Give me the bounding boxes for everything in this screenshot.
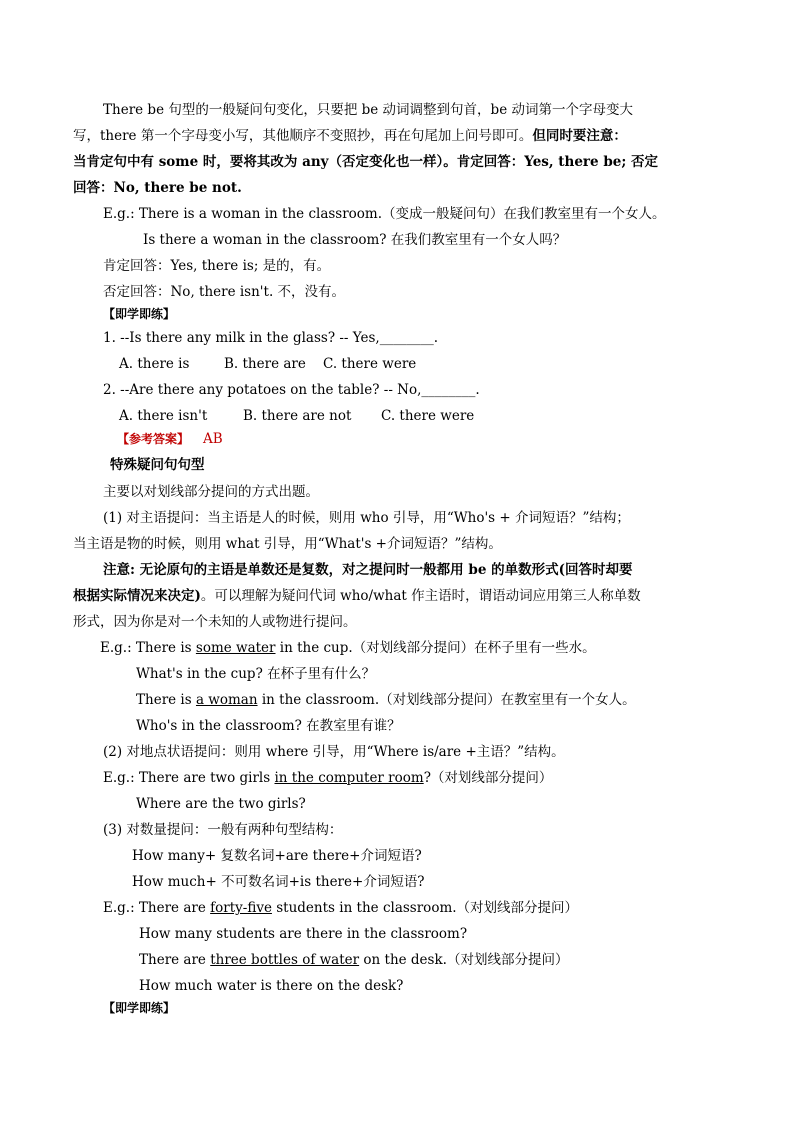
example-subject-2 — [136, 691, 636, 709]
underlined-part: some water — [195, 640, 276, 656]
sentence-start: There are — [139, 952, 211, 968]
practice2-header: 【即学即练】 — [103, 1001, 176, 1015]
point-1-line-1: (1) 对主语提问：当主语是人的时候，则用 who 引导，用“Who's + 介词短语？”结构； — [103, 510, 630, 526]
note-line-3: 形式，因为你是对一个未知的人或物进行提问。 — [73, 614, 357, 630]
sentence-start: E.g.: There are two girls — [103, 770, 275, 786]
option-a: A. there is — [119, 356, 190, 372]
option-b: B. there are not — [243, 408, 352, 424]
sentence-end: in the classroom.（对划线部分提问）在教室里有一个女人。 — [257, 692, 636, 708]
example-quantity-2 — [139, 951, 568, 969]
intro-line-2-text: 写，there 第一个字母变小写，其他顺序不变照抄，再在句尾加上问号即可。 — [73, 128, 533, 144]
sentence-start: E.g.: There are — [103, 900, 211, 916]
answer-label: 【参考答案】 — [117, 432, 190, 446]
example1-question: Is there a woman in the classroom? 在我们教室里有一个女人吗？ — [143, 232, 567, 248]
intro-line-4: 回答：No, there be not. — [73, 180, 242, 196]
special-intro: 主要以对划线部分提问的方式出题。 — [103, 484, 319, 500]
underlined-part: a woman — [195, 692, 258, 708]
underlined-part: in the computer room — [274, 770, 424, 786]
example-quantity-1-question: How many students are there in the classroom? — [139, 926, 468, 942]
special-section-title: 特殊疑问句句型 — [110, 457, 205, 473]
answer-line — [117, 430, 223, 448]
sentence-end: ?（对划线部分提问） — [423, 770, 553, 786]
example-subject-1 — [100, 639, 596, 657]
point-2: (2) 对地点状语提问：则用 where 引导，用“Where is/are +主语？”结构。 — [103, 744, 565, 760]
sentence-end: in the cup.（对划线部分提问）在杯子里有一些水。 — [275, 640, 596, 656]
intro-line-2 — [73, 127, 627, 145]
practice1-header: 【即学即练】 — [103, 307, 176, 321]
sentence-start: E.g.: There is — [100, 640, 196, 656]
note-line-2 — [73, 587, 641, 605]
example1-yes-answer: 肯定回答：Yes, there is; 是的，有。 — [103, 258, 331, 274]
practice1-question-2: 2. --Are there any potatoes on the table? -- No,________. — [103, 382, 480, 398]
sentence-start: There is — [136, 692, 196, 708]
point-3: (3) 对数量提问：一般有两种句型结构： — [103, 822, 343, 838]
option-a: A. there isn't — [119, 408, 208, 424]
sentence-end: on the desk.（对划线部分提问） — [359, 952, 569, 968]
example1-sentence: E.g.: There is a woman in the classroom.（变成一般疑问句）在我们教室里有一个女人。 — [103, 206, 666, 222]
intro-line-2-bold: 但同时要注意： — [532, 128, 627, 144]
underlined-part: forty-five — [210, 900, 272, 916]
intro-line-3: 当肯定句中有 some 时，要将其改为 any（否定变化也一样）。肯定回答：Yes, there be; 否定 — [73, 154, 659, 170]
option-b: B. there are — [224, 356, 306, 372]
example-subject-2-question: Who's in the classroom? 在教室里有谁？ — [136, 718, 401, 734]
formula-how-many: How many+ 复数名词+are there+介词短语? — [132, 848, 422, 864]
sentence-end: students in the classroom.（对划线部分提问） — [271, 900, 579, 916]
example-subject-1-question: What's in the cup? 在杯子里有什么？ — [136, 666, 376, 682]
practice1-question-1: 1. --Is there any milk in the glass? -- Yes,________. — [103, 330, 439, 346]
point-1-line-2: 当主语是物的时候，则用 what 引导，用“What's +介词短语？”结构。 — [73, 536, 502, 552]
intro-line-1: There be 句型的一般疑问句变化，只要把 be 动词调整到句首，be 动词第一个字母变大 — [103, 102, 633, 118]
example-place — [103, 769, 552, 787]
note-line-1: 注意: 无论原句的主语是单数还是复数，对之提问时一般都用 be 的单数形式(回答时却要 — [103, 562, 633, 578]
practice1-q2-options — [119, 407, 474, 425]
example-place-question: Where are the two girls? — [136, 796, 306, 812]
option-c: C. there were — [323, 356, 417, 372]
underlined-part: three bottles of water — [210, 952, 360, 968]
example-quantity-2-question: How much water is there on the desk? — [139, 978, 404, 994]
note-line-2-text: 。可以理解为疑问代词 who/what 作主语时，谓语动词应用第三人称单数 — [200, 588, 641, 604]
formula-how-much: How much+ 不可数名词+is there+介词短语? — [132, 874, 425, 890]
answer-value: AB — [203, 431, 223, 447]
example-quantity-1 — [103, 899, 578, 917]
note-line-2-bold: 根据实际情况来决定) — [73, 588, 201, 604]
practice1-q1-options — [119, 355, 416, 373]
example1-no-answer: 否定回答：No, there isn't. 不，没有。 — [103, 284, 346, 300]
option-c: C. there were — [381, 408, 475, 424]
